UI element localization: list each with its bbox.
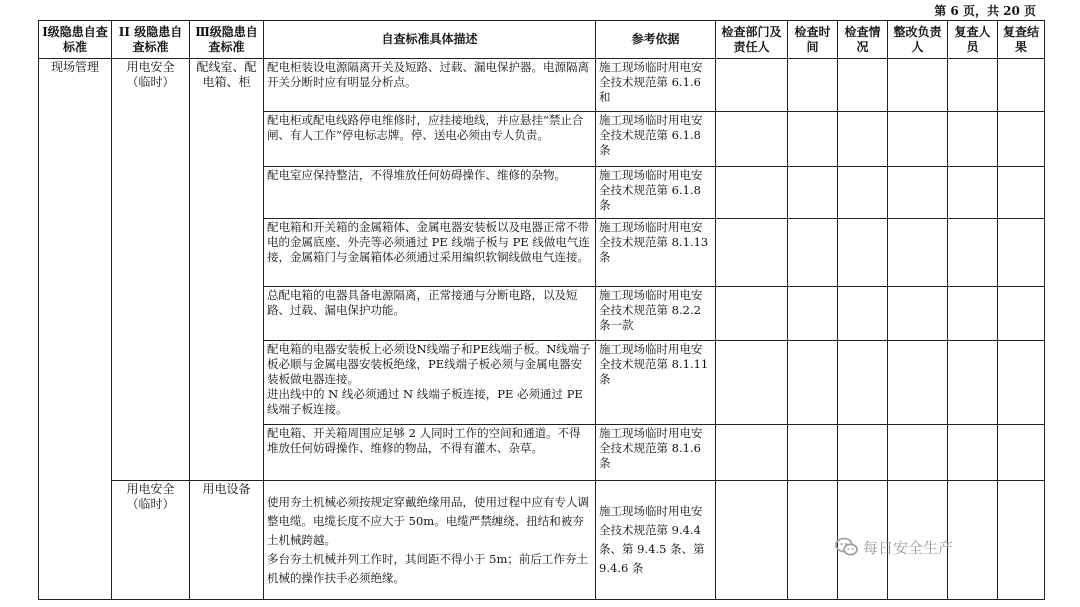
- description-cell: 使用夯土机械必须按规定穿戴绝缘用品，使用过程中应有专人调整电缆。电缆长度不应大于 50m。电缆严禁缠绕、扭结和被夯土机械跨越。 多台夯土机械并列工作时，其间距不得小于 5m；前后工作夯土机械的操作扶手必须绝缘。: [264, 481, 596, 600]
- recheck-person-cell[interactable]: [948, 341, 998, 425]
- header-rectify: 整改负责人: [888, 21, 948, 59]
- dept-cell[interactable]: [716, 341, 788, 425]
- hazard-checklist-table: [38, 20, 1045, 600]
- rectify-cell[interactable]: [888, 112, 948, 167]
- rectify-cell[interactable]: [888, 425, 948, 481]
- time-cell[interactable]: [788, 167, 838, 219]
- recheck-person-cell[interactable]: [948, 219, 998, 287]
- dept-cell[interactable]: [716, 287, 788, 341]
- rectify-cell[interactable]: [888, 341, 948, 425]
- description-cell: 总配电箱的电器具备电源隔离，正常接通与分断电路，以及短路、过载、漏电保护功能。: [264, 287, 596, 341]
- watermark-text: 每日安全生产: [863, 538, 954, 557]
- table-row: [39, 481, 1045, 600]
- recheck-result-cell[interactable]: [998, 219, 1045, 287]
- description-cell: 配电箱和开关箱的金属箱体、金属电器安装板以及电器正常不带电的金属底座、外壳等必须通过 PE 线端子板与 PE 线做电气连接，金属箱门与金属箱体必须通过采用编织软铜线做电气连接。: [264, 219, 596, 287]
- dept-cell[interactable]: [716, 481, 788, 600]
- header-level2: II 级隐患自查标准: [112, 21, 190, 59]
- table-row: [39, 59, 1045, 112]
- status-cell[interactable]: [838, 287, 888, 341]
- header-description: 自查标准具体描述: [264, 21, 596, 59]
- reference-cell: 施工现场临时用电安全技术规范第 8.1.6 条: [596, 425, 716, 481]
- header-level3: Ⅲ级隐患自查标准: [190, 21, 264, 59]
- page-number: 第 6 页，共 20 页: [934, 4, 1036, 18]
- dept-cell[interactable]: [716, 112, 788, 167]
- description-cell: 配电室应保持整洁，不得堆放任何妨碍操作、维修的杂物。: [264, 167, 596, 219]
- dept-cell[interactable]: [716, 59, 788, 112]
- time-cell[interactable]: [788, 481, 838, 600]
- status-cell[interactable]: [838, 112, 888, 167]
- time-cell[interactable]: [788, 341, 838, 425]
- description-cell: 配电箱、开关箱周围应足够 2 人同时工作的空间和通道。不得堆放任何妨碍操作、维修的物品，不得有灌木、杂草。: [264, 425, 596, 481]
- header-reference: 参考依据: [596, 21, 716, 59]
- status-cell[interactable]: [838, 167, 888, 219]
- reference-cell: 施工现场临时用电安全技术规范第 6.1.6 和: [596, 59, 716, 112]
- rectify-cell[interactable]: [888, 481, 948, 600]
- recheck-person-cell[interactable]: [948, 167, 998, 219]
- level2-cell: 用电安全（临时）: [112, 59, 190, 481]
- time-cell[interactable]: [788, 219, 838, 287]
- reference-cell: 施工现场临时用电安全技术规范第 6.1.8 条: [596, 112, 716, 167]
- recheck-person-cell[interactable]: [948, 287, 998, 341]
- status-cell[interactable]: [838, 425, 888, 481]
- time-cell[interactable]: [788, 112, 838, 167]
- header-recheck-person: 复查人员: [948, 21, 998, 59]
- reference-cell: 施工现场临时用电安全技术规范第 8.2.2 条一款: [596, 287, 716, 341]
- status-cell[interactable]: [838, 219, 888, 287]
- description-cell: 配电柜或配电线路停电维修时，应挂接地线，并应悬挂“禁止合闸、有人工作”停电标志牌。停、送电必须由专人负责。: [264, 112, 596, 167]
- rectify-cell[interactable]: [888, 287, 948, 341]
- rectify-cell[interactable]: [888, 59, 948, 112]
- recheck-result-cell[interactable]: [998, 59, 1045, 112]
- reference-cell: 施工现场临时用电安全技术规范第 6.1.8 条: [596, 167, 716, 219]
- recheck-person-cell[interactable]: [948, 59, 998, 112]
- header-row: [39, 21, 1045, 59]
- reference-cell: 施工现场临时用电安全技术规范第 8.1.13 条: [596, 219, 716, 287]
- level3-cell: 配线室、配电箱、柜: [190, 59, 264, 481]
- description-cell: 配电柜装设电源隔离开关及短路、过载、漏电保护器。电源隔离开关分断时应有明显分析点。: [264, 59, 596, 112]
- recheck-result-cell[interactable]: [998, 481, 1045, 600]
- status-cell[interactable]: [838, 59, 888, 112]
- dept-cell[interactable]: [716, 219, 788, 287]
- header-dept: 检查部门及责任人: [716, 21, 788, 59]
- status-cell[interactable]: [838, 481, 888, 600]
- reference-cell: 施工现场临时用电安全技术规范第 9.4.4 条、第 9.4.5 条、第 9.4.6 条: [596, 481, 716, 600]
- reference-cell: 施工现场临时用电安全技术规范第 8.1.11 条: [596, 341, 716, 425]
- level3-cell: 用电设备: [190, 481, 264, 600]
- recheck-result-cell[interactable]: [998, 167, 1045, 219]
- time-cell[interactable]: [788, 425, 838, 481]
- rectify-cell[interactable]: [888, 167, 948, 219]
- description-cell: 配电箱的电器安装板上必须设N线端子和PE线端子板。N线端子板必顺与金属电器安装板绝缘，PE线端子板必须与金属电器安装板做电器连接。 进出线中的 N 线必须通过 N 线端子板连接，PE 必须通过 PE 线端子板连接。: [264, 341, 596, 425]
- recheck-person-cell[interactable]: [948, 425, 998, 481]
- header-status: 检查情况: [838, 21, 888, 59]
- dept-cell[interactable]: [716, 425, 788, 481]
- recheck-result-cell[interactable]: [998, 112, 1045, 167]
- time-cell[interactable]: [788, 59, 838, 112]
- recheck-result-cell[interactable]: [998, 287, 1045, 341]
- recheck-result-cell[interactable]: [998, 425, 1045, 481]
- recheck-person-cell[interactable]: [948, 112, 998, 167]
- recheck-result-cell[interactable]: [998, 341, 1045, 425]
- dept-cell[interactable]: [716, 167, 788, 219]
- level2-cell: 用电安全（临时）: [112, 481, 190, 600]
- header-level1: Ⅰ级隐患自查标准: [39, 21, 112, 59]
- status-cell[interactable]: [838, 341, 888, 425]
- recheck-person-cell[interactable]: [948, 481, 998, 600]
- header-time: 检查时间: [788, 21, 838, 59]
- rectify-cell[interactable]: [888, 219, 948, 287]
- header-recheck-result: 复查结果: [998, 21, 1045, 59]
- level1-cell: 现场管理: [39, 59, 112, 600]
- time-cell[interactable]: [788, 287, 838, 341]
